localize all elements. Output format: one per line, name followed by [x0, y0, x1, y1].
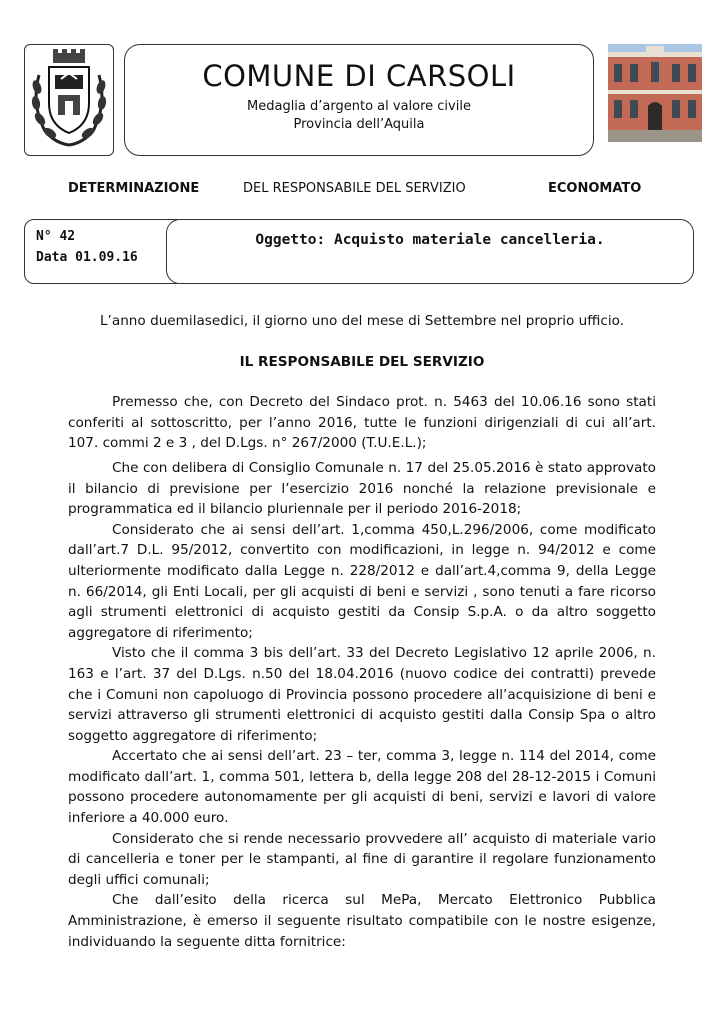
service-manager-label: DEL RESPONSABILE DEL SERVIZIO — [243, 181, 466, 196]
paragraph-mepa: Che dall’esito della ricerca sul MePa, Mercato Elettronico Pubblica Amministrazione, è emerso il seguente risultato compatibile con le nostre esigenze, individuando la seguente ditta fornitrice: — [68, 892, 656, 950]
paragraph-considerato: Considerato che ai sensi dell’art. 1,comma 450,L.296/2006, come modificato dall’art.7 D.L. 95/2012, convertito con modificazioni, in legge n. 94/2012 e come ulteriormente modificato dalla Legge n. 228/2012 e dall’art.4,comma 9, della Legge n. 66/2014, gli Enti Locali, per gli acquisti di beni e servizi , sono tenuti a fare ricorso agli strumenti elettronici di acquisto gestiti da Consip S.p.A. o da altro soggetto aggregatore di riferimento; — [68, 521, 656, 641]
determination-label: DETERMINAZIONE — [68, 181, 200, 196]
subject-text: Oggetto: Acquisto materiale cancelleria. — [255, 232, 605, 248]
document-body — [68, 311, 656, 952]
department-label: ECONOMATO — [548, 181, 642, 196]
subject-box — [166, 219, 694, 284]
coat-of-arms-frame — [24, 44, 114, 156]
town-hall-photo — [608, 44, 702, 142]
paragraph-visto: Visto che il comma 3 bis dell’art. 33 del Decreto Legislativo 12 aprile 2006, n. 163 e l’art. 37 del D.Lgs. n.50 del 18.04.2016 (nuovo codice dei contratti) prevede che i Comuni non capoluogo di Provincia possono procedere all’acquisizione di beni e servizi attraverso gli strumenti elettronici di acquisto gestiti dalla Consip Spa o altro soggetto aggregatore di riferimento; — [68, 645, 656, 744]
intro-line: L’anno duemilasedici, il giorno uno del mese di Settembre nel proprio ufficio. — [99, 313, 625, 329]
paragraph-premesso: Premesso che, con Decreto del Sindaco prot. n. 5463 del 10.06.16 sono stati conferiti al sottoscritto, per l’anno 2016, tutte le funzioni dirigenziali di cui all’art. 107. commi 2 e 3 , del D.Lgs. n° 267/2000 (T.U.E.L.); — [68, 394, 656, 452]
paragraph-necessario: Considerato che si rende necessario provvedere all’ acquisto di materiale vario di cancelleria e toner per le stampanti, al fine di garantire il regolare funzionamento degli uffici comunali; — [68, 830, 656, 888]
subtitle-province: Provincia dell’Aquila — [293, 117, 425, 132]
paragraph-bilancio: Che con delibera di Consiglio Comunale n. 17 del 25.05.2016 è stato approvato il bilancio di previsione per l’esercizio 2016 nonché la relazione previsionale e programmatica ed il bilancio pluriennale per il periodo 2016-2018; — [68, 459, 656, 518]
page-title: COMUNE DI CARSOLI — [202, 59, 516, 93]
paragraph-accertato: Accertato che ai sensi dell’art. 23 – ter, comma 3, legge n. 114 del 2014, come modificato dall’art. 1, comma 501, lettera b, della legge 208 del 28-12-2015 i Comuni possono procedere autonomamente per gli acquisti di beni, servizi e lavori di valore inferiore a 40.000 euro. — [68, 748, 656, 827]
act-number: N° 42 — [36, 229, 76, 244]
coat-of-arms-icon — [25, 45, 113, 155]
act-date: Data 01.09.16 — [36, 250, 138, 265]
header-title-box — [124, 44, 594, 156]
subtitle-medal: Medaglia d’argento al valore civile — [247, 99, 471, 114]
town-hall-image-icon — [608, 44, 702, 142]
act-number-box — [24, 219, 186, 284]
section-heading: IL RESPONSABILE DEL SERVIZIO — [239, 353, 485, 370]
